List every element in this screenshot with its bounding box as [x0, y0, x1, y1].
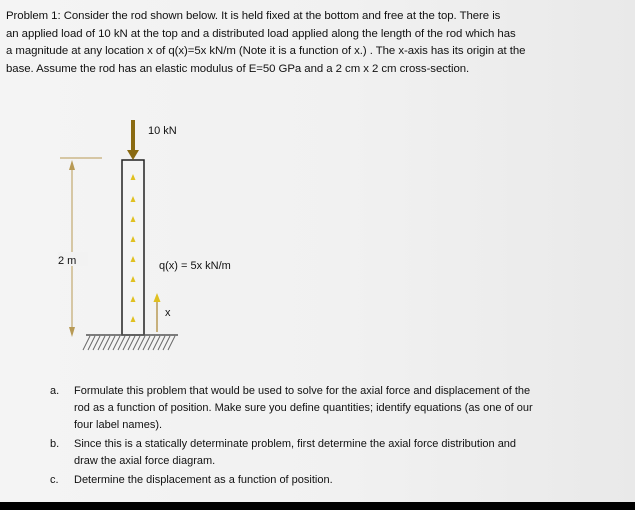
question-text	[74, 436, 620, 470]
applied-load-arrowhead	[127, 150, 139, 160]
rod-figure	[0, 110, 300, 360]
ground-hatching	[83, 336, 175, 350]
problem-statement	[6, 8, 626, 78]
photo-bottom-edge	[0, 502, 635, 510]
dimension-arrow-top	[69, 160, 75, 170]
question-a	[50, 383, 620, 434]
x-axis-arrowhead	[154, 293, 161, 302]
question-line: four label names).	[74, 419, 163, 431]
problem-line: Problem 1: Consider the rod shown below. It is held fixed at the bottom and free at the top. There is	[6, 10, 501, 22]
question-line: Formulate this problem that would be used to solve for the axial force and displacement of the	[74, 385, 531, 397]
question-letter: c.	[50, 474, 59, 486]
dimension-arrow-bottom	[69, 327, 75, 337]
question-line: Determine the displacement as a function of position.	[74, 474, 333, 486]
question-line: Since this is a statically determinate problem, first determine the axial force distribution and	[74, 438, 517, 450]
problem-line: a magnitude at any location x of q(x)=5x kN/m (Note it is a function of x.) . The x-axis has its origin at the	[6, 45, 526, 57]
question-text	[74, 472, 620, 489]
question-letter: a.	[50, 385, 60, 397]
applied-load-arrow-shaft	[131, 120, 135, 152]
question-b	[50, 436, 620, 470]
question-letter: b.	[50, 438, 60, 450]
applied-load-label: 10 kN	[148, 125, 177, 137]
distributed-load-label: q(x) = 5x kN/m	[159, 260, 231, 272]
question-line: rod as a function of position. Make sure you define quantities; identify equations (as one of our	[74, 402, 533, 414]
question-text	[74, 383, 620, 434]
question-list	[50, 383, 620, 491]
x-axis-label: x	[165, 307, 171, 319]
length-label: 2 m	[58, 255, 77, 267]
problem-line: an applied load of 10 kN at the top and a distributed load applied along the length of the rod which has	[6, 27, 516, 40]
question-c	[50, 472, 620, 489]
problem-line: base. Assume the rod has an elastic modulus of E=50 GPa and a 2 cm x 2 cm cross-section.	[6, 62, 470, 75]
question-line: draw the axial force diagram.	[74, 455, 216, 467]
rod	[122, 160, 144, 335]
